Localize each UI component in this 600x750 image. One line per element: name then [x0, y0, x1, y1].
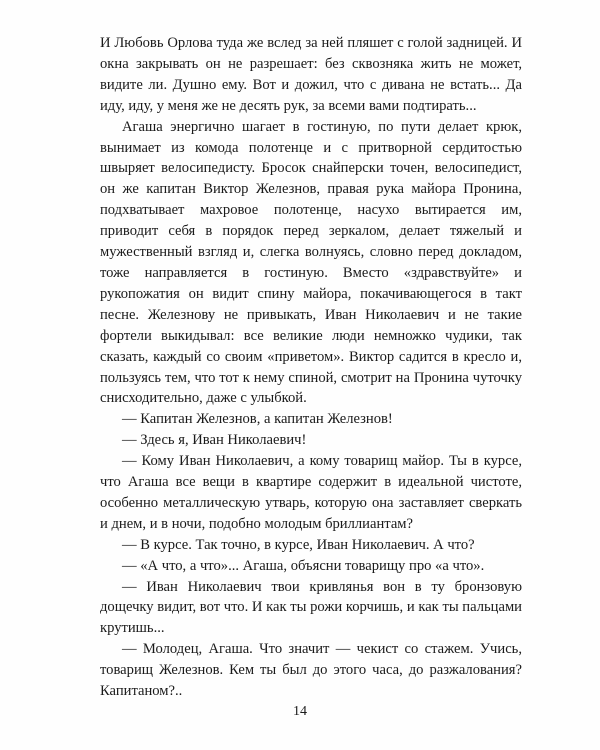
dialogue-line: — Молодец, Агаша. Что значит — чекист со стажем. Учись, товарищ Железнов. Кем ты был до этого часа, до разжалования? Капитаном?.. — [100, 641, 522, 700]
page-number: 14 — [293, 704, 307, 719]
dialogue-line: — Иван Николаевич твои кривлянья вон в ту бронзовую дощечку видит, вот что. И как ты рожи корчишь, и как ты пальцами крутишь... — [100, 578, 522, 637]
dialogue-line: — Капитан Железнов, а капитан Железнов! — [122, 411, 393, 428]
body-text — [100, 33, 522, 702]
dialogue-line: — В курсе. Так точно, в курсе, Иван Николаевич. А что? — [122, 536, 475, 553]
dialogue-line: — «А что, а что»... Агаша, объясни товарищу про «а что». — [122, 557, 485, 574]
dialogue-line: — Здесь я, Иван Николаевич! — [122, 432, 307, 449]
paragraph: Агаша энергично шагает в гостиную, по пути делает крюк, вынимает из комода полотенце и с притворной сердитостью швыряет велосипедисту. Бросок снайперски точен, велосипедист, он же капитан Виктор Железнов, правая рука майора Пронина, подхватывает махровое полотенце, насухо вытирается им, приводит себя в порядок перед зеркалом, делает тяжелый и мужественный взгляд и, слегка волнуясь, словно перед докладом, тоже направляется в гостиную. Вместо «здравствуйте» и рукопожатия он видит спину майора, покачивающегося в такт песне. Железнову не привыкать, Иван Николаевич и не такие фортели выкидывал: все великие люди немножко чудики, так сказать, каждый со своим «приветом». Виктор садится в кресло и, пользуясь тем, что тот к нему спиной, смотрит на Пронина чуточку снисходительно, даже с улыбкой. — [100, 118, 522, 407]
dialogue-line: — Кому Иван Николаевич, а кому товарищ майор. Ты в курсе, что Агаша все вещи в квартире содержит в идеальной чистоте, особенно металлическую утварь, которую она заставляет сверкать и днем, и в ночи, подобно молодым бриллиантам? — [100, 453, 522, 532]
paragraph: И Любовь Орлова туда же вслед за ней пляшет с голой задницей. И окна закрывать он не разрешает: без сквозняка жить не может, видите ли. Душно ему. Вот и дожил, что с дивана не встать... Да иду, иду, у меня же не десять рук, за всеми вами подтирать... — [100, 35, 522, 114]
